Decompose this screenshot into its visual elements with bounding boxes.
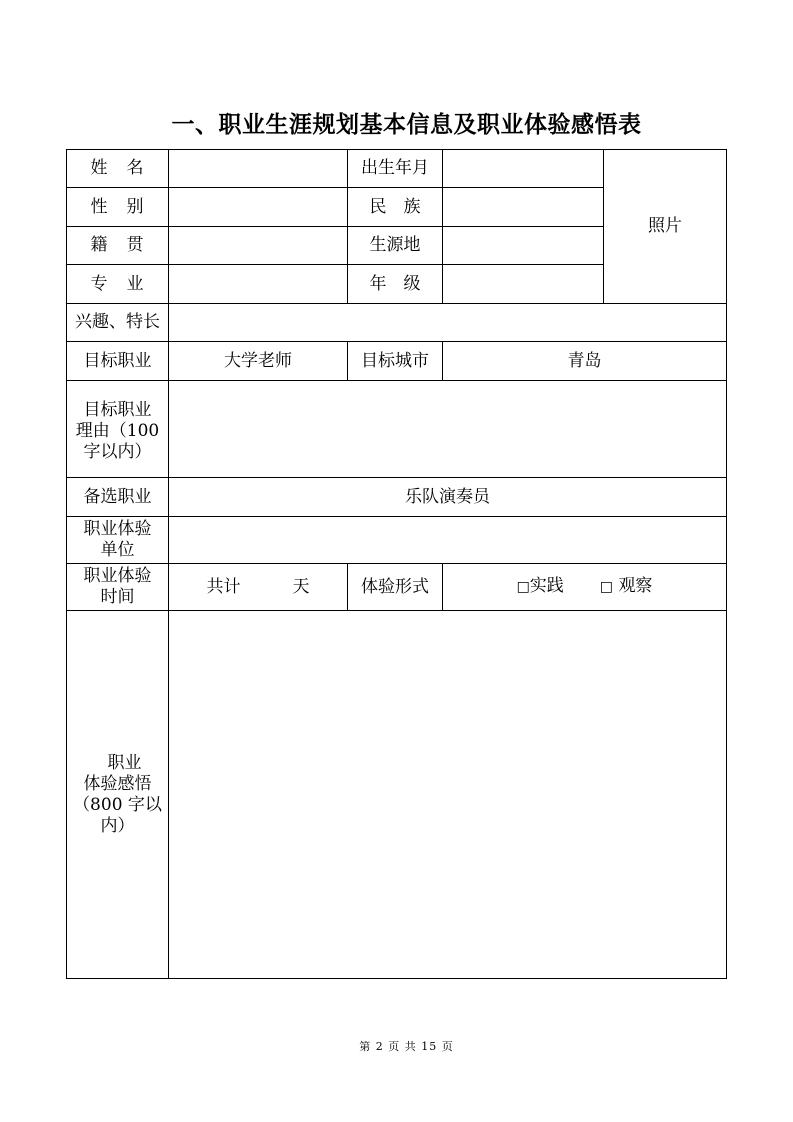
gender-label: 性 别 (90, 196, 145, 217)
grade-field[interactable] (443, 265, 603, 303)
total-days-field[interactable] (169, 564, 347, 610)
reason-label (67, 381, 168, 477)
origin-label: 生源地 (369, 235, 421, 255)
photo-label: 照片 (648, 216, 682, 236)
major-label: 专 业 (90, 273, 145, 294)
target-job-value[interactable]: 大学老师 (224, 350, 292, 371)
grade-label: 年 级 (369, 273, 421, 294)
ethnicity-field[interactable] (443, 188, 603, 226)
birth-label: 出生年月 (361, 158, 429, 178)
origin-field[interactable] (443, 227, 603, 264)
page-footer: 第 2 页 共 15 页 (359, 1040, 454, 1053)
unit-field[interactable] (169, 517, 726, 563)
native-place-label: 籍 贯 (90, 235, 145, 255)
gender-field[interactable] (169, 188, 347, 226)
hobbies-field[interactable] (169, 304, 726, 341)
reason-label-line3: 字以内） (83, 442, 152, 462)
birth-field[interactable] (443, 150, 603, 187)
reason-field[interactable] (169, 381, 726, 477)
backup-job-label: 备选职业 (83, 486, 152, 507)
hobbies-label: 兴趣、特长 (75, 312, 160, 332)
practice-label: 实践 (529, 576, 564, 596)
target-city-value[interactable]: 青岛 (567, 350, 602, 371)
insight-label-line3: （800 字以 (73, 794, 162, 815)
unit-label (67, 517, 168, 563)
insight-label-line1: 职业 (107, 752, 142, 773)
photo-box[interactable] (604, 150, 726, 303)
reason-label-line1: 目标职业 (83, 400, 152, 420)
form-options (443, 564, 726, 610)
practice-checkbox[interactable]: □ (516, 579, 530, 595)
name-label: 姓 名 (90, 158, 145, 178)
page-title: 一、职业生涯规划基本信息及职业体验感悟表 (171, 112, 642, 138)
ethnicity-label: 民 族 (369, 196, 421, 217)
insight-label (67, 611, 168, 978)
unit-label-line2: 单位 (100, 540, 135, 560)
observe-label: 观察 (618, 576, 653, 596)
observe-option[interactable] (600, 576, 653, 598)
unit-label-line1: 职业体验 (83, 519, 152, 539)
observe-checkbox[interactable]: □ (599, 579, 614, 595)
insight-label-line2: 体验感悟 (83, 773, 152, 794)
time-label (67, 564, 168, 610)
target-job-label: 目标职业 (83, 350, 152, 371)
target-city-label: 目标城市 (361, 350, 429, 371)
backup-job-value[interactable]: 乐队演奏员 (405, 486, 490, 507)
time-label-line2: 时间 (100, 587, 135, 607)
major-field[interactable] (169, 265, 347, 303)
insight-label-line4: 内） (100, 815, 135, 836)
form-label: 体验形式 (361, 576, 429, 597)
insight-field[interactable] (169, 611, 726, 978)
total-prefix: 共计 (206, 576, 241, 597)
reason-label-line2: 理由（100 (75, 421, 160, 441)
time-label-line1: 职业体验 (83, 566, 152, 586)
practice-option[interactable] (517, 576, 564, 598)
native-place-field[interactable] (169, 227, 347, 264)
name-field[interactable] (169, 150, 347, 187)
total-suffix: 天 (292, 576, 310, 597)
